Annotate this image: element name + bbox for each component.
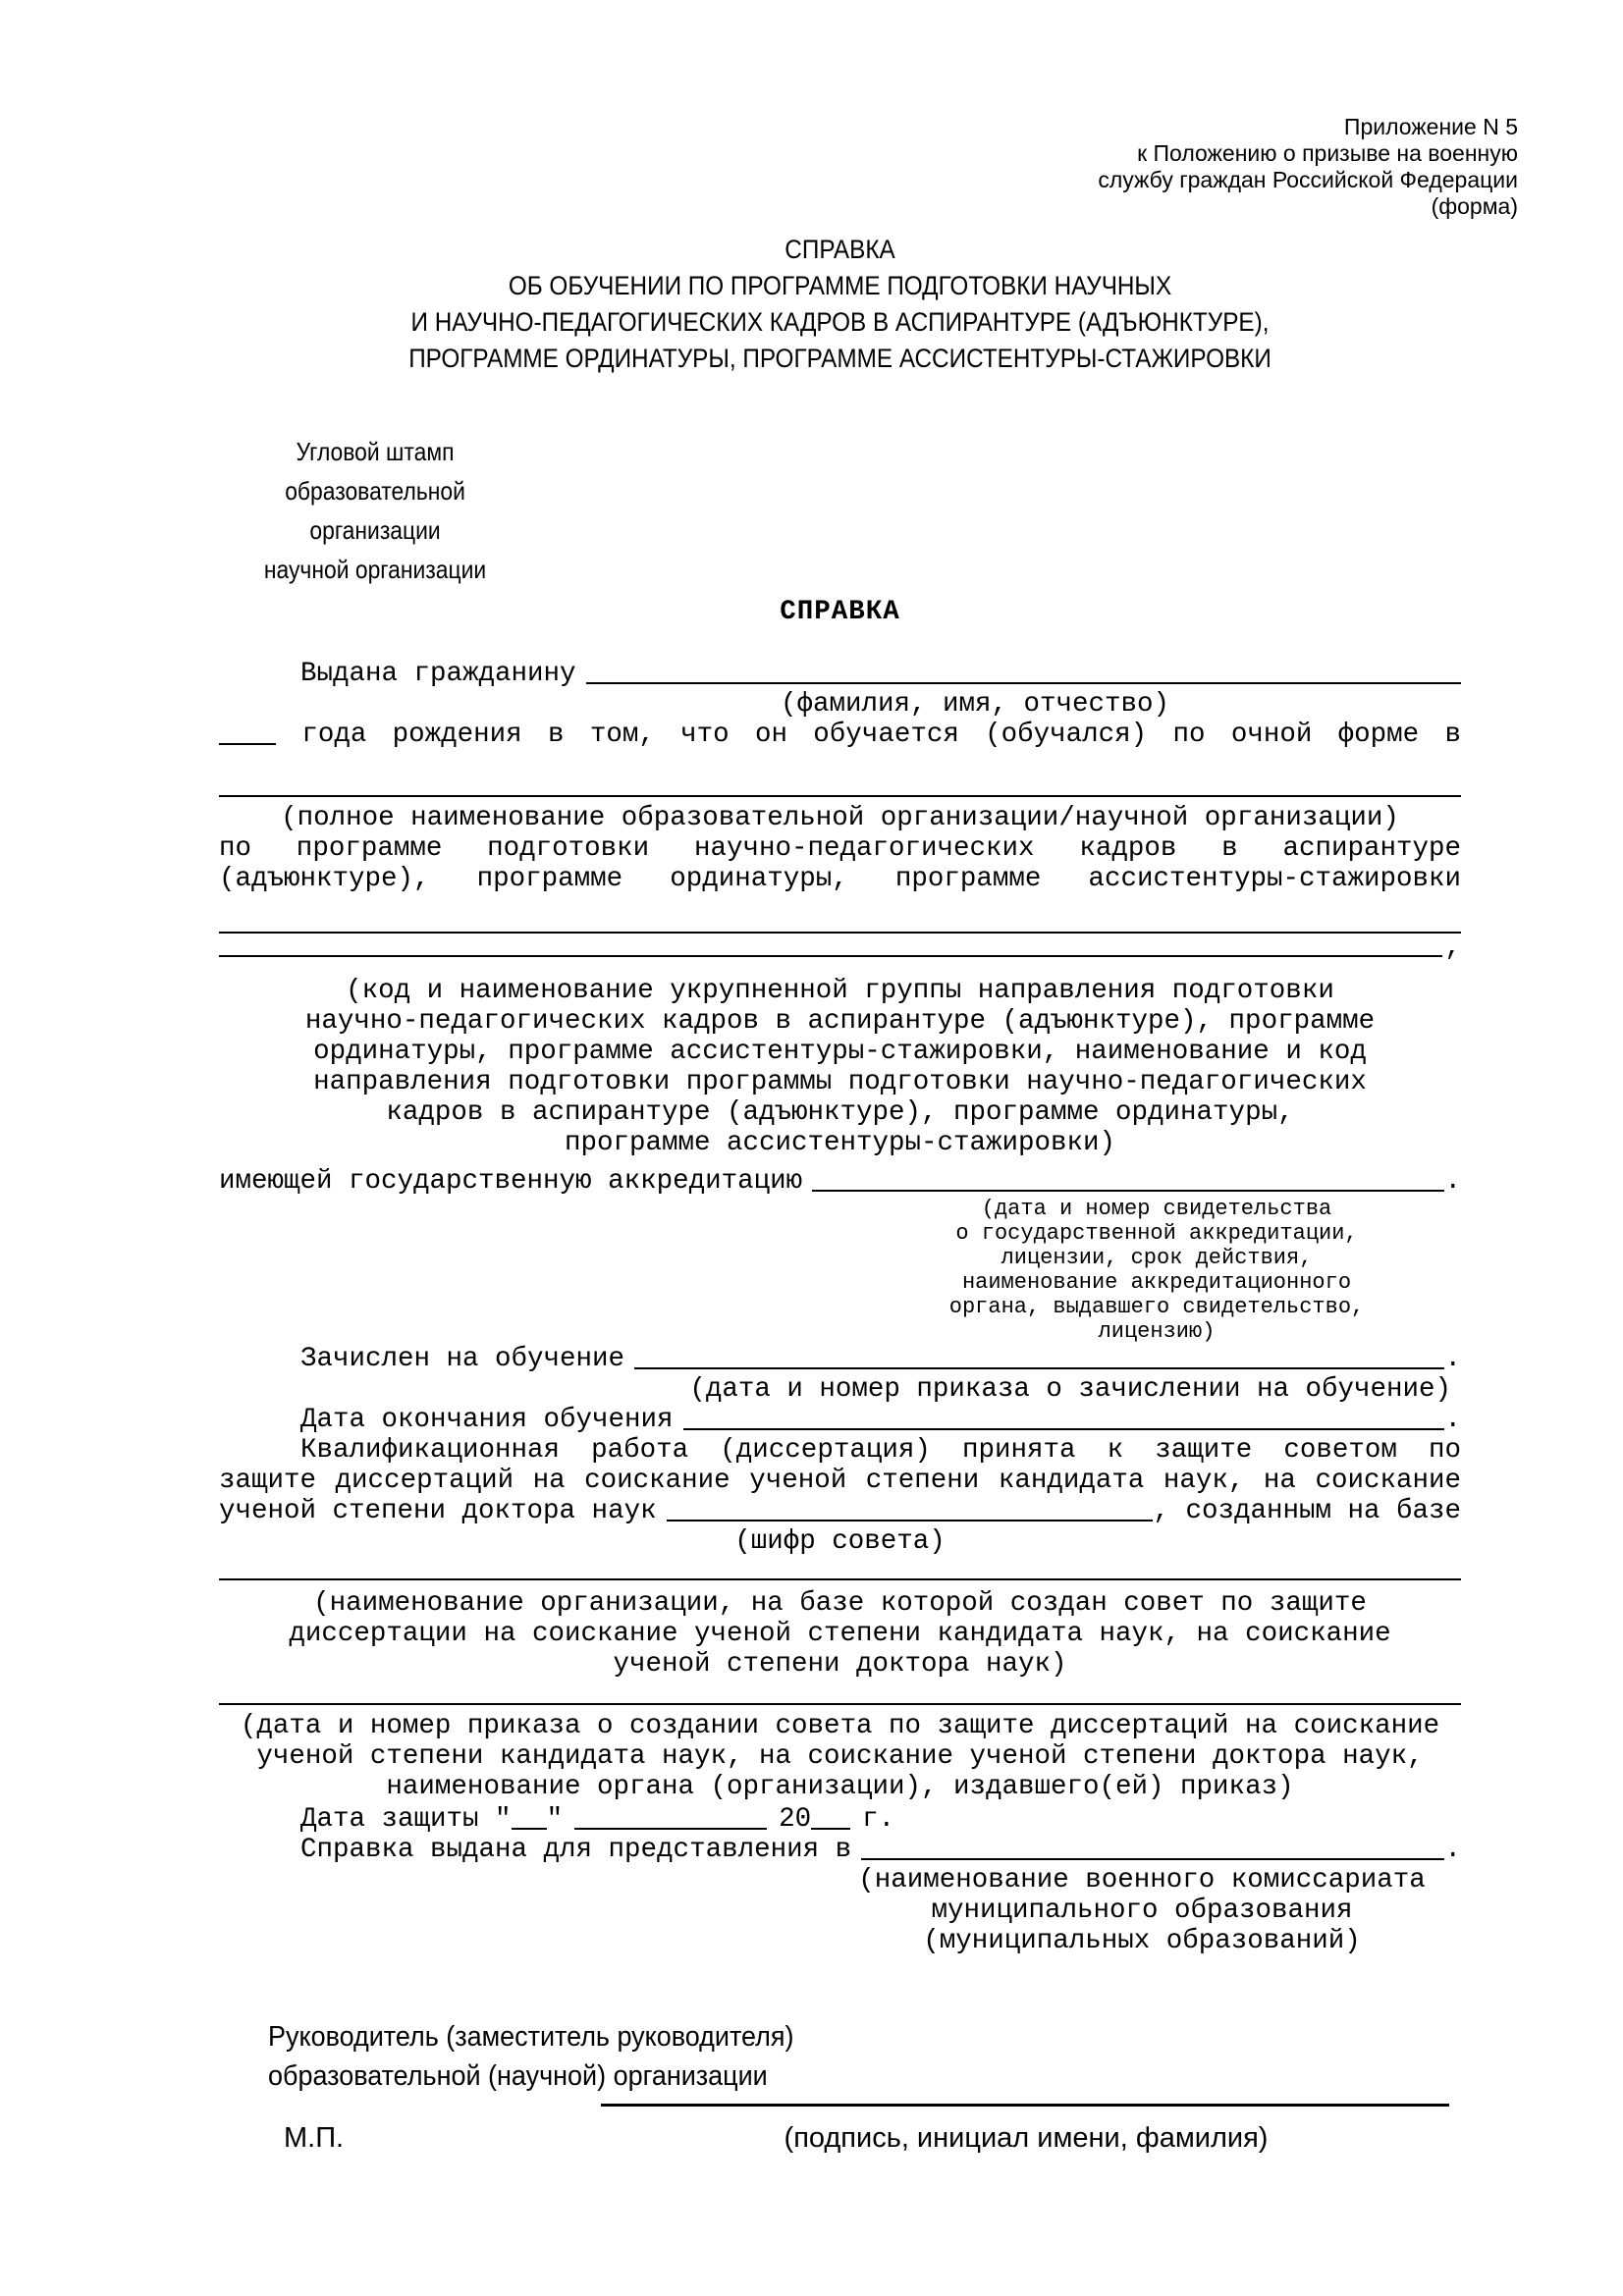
appendix-reference (219, 0, 1518, 220)
birth-year-row (219, 720, 1461, 750)
qualification-line-1: Квалификационная работа (диссертация) принята к защите советом по (300, 1435, 1461, 1466)
council-order-caption-line: ученой степени кандидата наук, на соискание ученой степени доктора наук, (256, 1741, 1424, 1772)
code-caption-line: ординатуры, программе ассистентуры-стажировки, наименование и код (313, 1037, 1367, 1067)
qualification-line-3-suffix: , созданным на базе (1153, 1496, 1461, 1526)
code-caption-line: программе ассистентуры-стажировки) (564, 1128, 1116, 1158)
stamp-line: образовательной организации (285, 476, 465, 545)
issued-to-label: Выдана гражданину (300, 659, 576, 689)
stamp-signature-row (219, 2122, 1461, 2162)
enrolled-caption: (дата и номер приказа о зачислении на обучение) (689, 1374, 1451, 1405)
code-caption-line: кадров в аспирантуре (адъюнктуре), программе ординатуры, (386, 1097, 1294, 1128)
signature-field[interactable] (601, 2104, 1449, 2107)
appendix-line: к Положению о призыве на военную (1137, 140, 1518, 166)
space (479, 1804, 496, 1835)
defense-date-row (219, 1804, 1461, 1835)
military-caption-line: (наименование военного комиссариата (858, 1865, 1426, 1896)
accreditation-label: имеющей государственную аккредитацию (219, 1166, 803, 1197)
document-title (219, 232, 1461, 377)
program-code-field-line[interactable] (219, 955, 1442, 957)
close-quote: " (546, 1804, 564, 1835)
head-title-line: образовательной (научной) организации (268, 2060, 768, 2092)
accreditation-caption-line: лицензию) (1098, 1319, 1216, 1344)
code-caption-line: направления подготовки программы подготовки научно-педагогических (313, 1067, 1367, 1097)
council-org-caption-line: ученой степени доктора наук) (613, 1649, 1067, 1680)
accreditation-caption-line: (дата и номер свидетельства (981, 1197, 1332, 1221)
accreditation-row (219, 1166, 1461, 1197)
military-caption-line: муниципального образования (931, 1896, 1353, 1926)
accreditation-field[interactable] (812, 1184, 1444, 1192)
qualification-line-2: защите диссертаций на соискание ученой степени кандидата наук, на соискание (219, 1466, 1461, 1496)
program-code-field[interactable] (219, 894, 1461, 934)
enrolled-label: Зачислен на обучение (300, 1344, 625, 1374)
military-commissariat-field[interactable] (861, 1852, 1444, 1860)
enrollment-order-field[interactable] (634, 1362, 1444, 1369)
organization-name-field[interactable] (219, 750, 1461, 797)
title-line: ОБ ОБУЧЕНИИ ПО ПРОГРАММЕ ПОДГОТОВКИ НАУЧНЫХ (508, 271, 1172, 300)
issued-for-label: Справка выдана для представления в (300, 1835, 852, 1865)
council-org-caption-line: диссертации на соискание ученой степени кандидата наук, на соискание (289, 1619, 1391, 1649)
stamp-place-label: М.П. (284, 2122, 345, 2154)
appendix-line: службу граждан Российской Федерации (1098, 167, 1518, 192)
program-code-field-2 (219, 934, 1461, 962)
signature-caption: (подпись, инициал имени, фамилия) (784, 2122, 1269, 2154)
organization-caption: (полное наименование образовательной организации/научной организации) (281, 803, 1399, 833)
council-organization-field[interactable] (219, 1557, 1461, 1580)
council-order-caption-line: наименование органа (организации), издавшего(ей) приказ) (386, 1772, 1294, 1802)
birth-line-text: года рождения в том, что он обучается (обучался) по очной форме в (301, 720, 1461, 750)
appendix-line: (форма) (1431, 193, 1518, 219)
accreditation-caption (847, 1197, 1466, 1344)
program-line-2: (адъюнктуре), программе ординатуры, программе ассистентуры-стажировки (219, 864, 1461, 894)
head-title-line: Руководитель (заместитель руководителя) (268, 2021, 794, 2053)
form-body (219, 659, 1461, 1956)
issued-to-row (219, 659, 1461, 689)
council-order-caption-line: (дата и номер приказа о создании совета по защите диссертаций на соискание (240, 1711, 1440, 1741)
trailing-period: . (1444, 1405, 1461, 1435)
qualification-line-3-prefix: ученой степени доктора наук (219, 1496, 657, 1526)
end-date-field[interactable] (683, 1422, 1445, 1430)
accreditation-caption-line: лицензии, срок действия, (1001, 1246, 1313, 1270)
council-code-field[interactable] (667, 1514, 1154, 1522)
defense-year-suffix: г. (862, 1804, 895, 1835)
military-caption-line: (муниципальных образований) (923, 1926, 1361, 1956)
trailing-period: . (1444, 1344, 1461, 1374)
accreditation-caption-line: о государственной аккредитации, (955, 1221, 1358, 1246)
code-caption-line: (код и наименование укрупненной группы направления подготовки (346, 976, 1334, 1006)
defense-month-field[interactable] (574, 1822, 767, 1830)
open-quote: " (495, 1804, 512, 1835)
appendix-line: Приложение N 5 (1343, 114, 1518, 139)
title-line: СПРАВКА (784, 235, 895, 264)
signature-block (219, 2017, 1461, 2162)
accreditation-caption-line: наименование аккредитационного (961, 1270, 1352, 1295)
corner-stamp-placeholder (239, 432, 512, 589)
issued-for-row (219, 1835, 1461, 1865)
form-heading: СПРАВКА (780, 597, 900, 627)
citizen-name-field[interactable] (586, 676, 1461, 684)
title-line: И НАУЧНО-ПЕДАГОГИЧЕСКИХ КАДРОВ В АСПИРАНТУРЕ (АДЪЮНКТУРЕ), (410, 307, 1270, 337)
council-order-field[interactable] (219, 1680, 1461, 1705)
council-org-caption-line: (наименование организации, на базе которой создан совет по защите (313, 1588, 1367, 1619)
fio-caption: (фамилия, имя, отчество) (780, 689, 1170, 720)
council-code-caption: (шифр совета) (734, 1526, 946, 1557)
defense-date-label: Дата защиты (300, 1804, 479, 1835)
end-date-label: Дата окончания обучения (300, 1405, 674, 1435)
qualification-line-3 (219, 1496, 1461, 1526)
code-caption-line: научно-педагогических кадров в аспирантуре (адъюнктуре), программе (304, 1006, 1376, 1037)
trailing-period: . (1444, 1835, 1461, 1865)
end-date-row (219, 1405, 1461, 1435)
stamp-line: Угловой штамп (296, 437, 455, 466)
program-line-1: по программе подготовки научно-педагогических кадров в аспирантуре (219, 833, 1461, 864)
birth-year-field[interactable] (219, 737, 276, 745)
trailing-comma: , (1444, 933, 1461, 963)
defense-year-prefix: 20 (779, 1804, 812, 1835)
accreditation-caption-line: органа, выдавшего свидетельство, (948, 1295, 1365, 1319)
trailing-period: . (1444, 1166, 1461, 1197)
enrolled-row (219, 1344, 1461, 1374)
defense-year-field[interactable] (811, 1822, 850, 1830)
military-caption (828, 1865, 1456, 1956)
defense-day-field[interactable] (512, 1822, 547, 1830)
stamp-line: научной организации (263, 555, 487, 584)
title-line: ПРОГРАММЕ ОРДИНАТУРЫ, ПРОГРАММЕ АССИСТЕНТУРЫ-СТАЖИРОВКИ (408, 344, 1271, 373)
